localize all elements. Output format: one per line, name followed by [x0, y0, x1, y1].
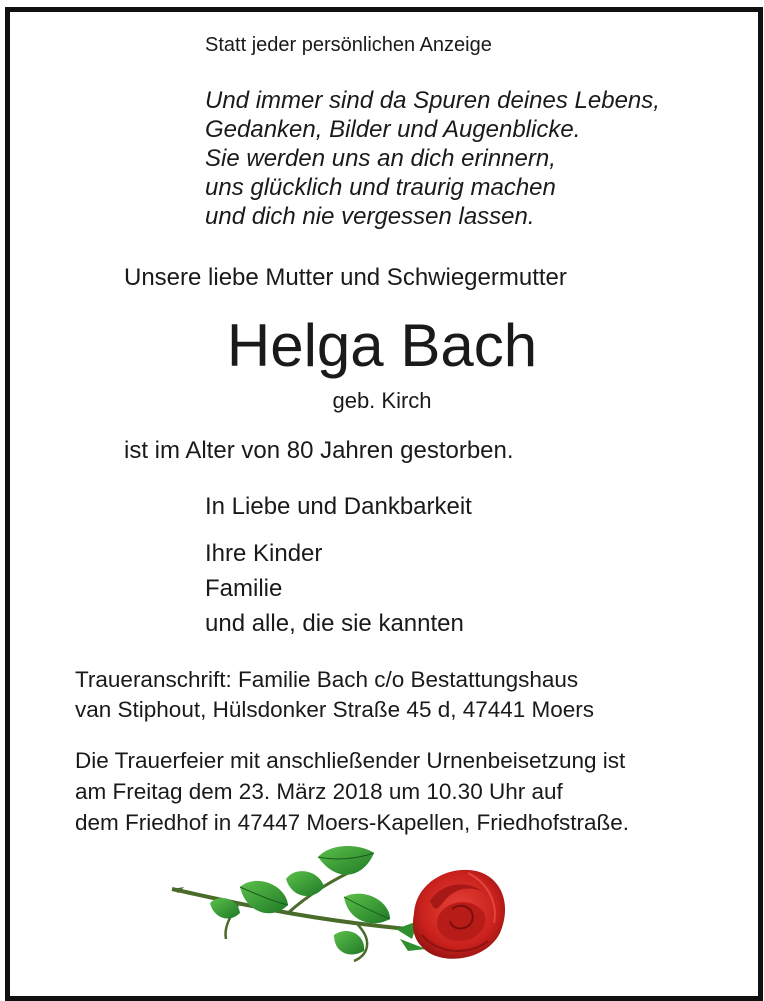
address-line: van Stiphout, Hülsdonker Straße 45 d, 47441 Moers [75, 697, 595, 722]
funeral-service-info [75, 745, 629, 838]
mourning-address [75, 665, 594, 725]
rose-icon [168, 843, 516, 973]
poem-line: und dich nie vergessen lassen. [205, 203, 535, 230]
poem-line: Und immer sind da Spuren deines Lebens, [205, 87, 660, 114]
intro-line: Unsere liebe Mutter und Schwiegermutter [124, 264, 567, 291]
age-line: ist im Alter von 80 Jahren gestorben. [124, 437, 514, 464]
thanks-line: In Liebe und Dankbarkeit [205, 493, 472, 520]
address-line: Traueranschrift: Familie Bach c/o Bestattungshaus [75, 667, 579, 692]
signer-line: Familie [205, 575, 283, 602]
poem-line: Gedanken, Bilder und Augenblicke. [205, 116, 581, 143]
signer-line: und alle, die sie kannten [205, 610, 464, 637]
deceased-name: Helga Bach [226, 312, 538, 379]
header-line: Statt jeder persönlichen Anzeige [205, 34, 492, 56]
service-line: am Freitag dem 23. März 2018 um 10.30 Uhr auf [75, 779, 563, 804]
poem-line: uns glücklich und traurig machen [205, 174, 556, 201]
signer-line: Ihre Kinder [205, 540, 323, 567]
service-line: Die Trauerfeier mit anschließender Urnenbeisetzung ist [75, 748, 626, 773]
service-line: dem Friedhof in 47447 Moers-Kapellen, Friedhofstraße. [75, 810, 630, 835]
signers [205, 536, 464, 641]
maiden-name: geb. Kirch [332, 388, 432, 413]
poem [205, 86, 660, 231]
poem-line: Sie werden uns an dich erinnern, [205, 145, 556, 172]
